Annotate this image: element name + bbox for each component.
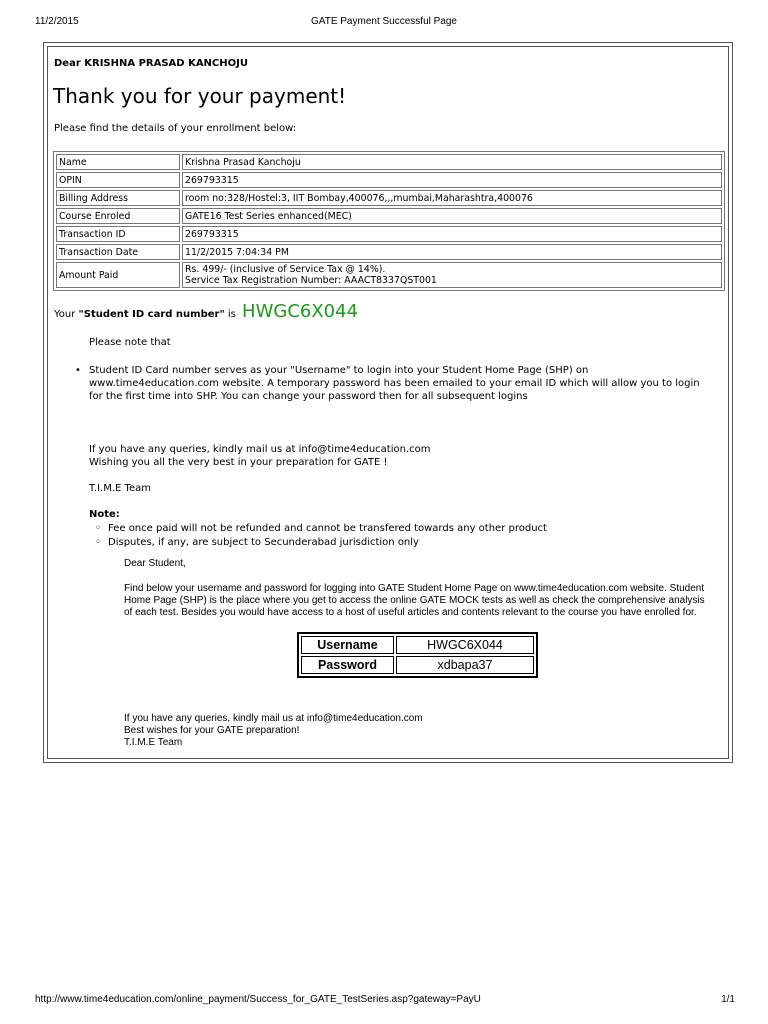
student-id-label: "Student ID card number" (78, 309, 225, 320)
table-row (56, 190, 722, 206)
content-inner-frame (47, 46, 729, 759)
closing-queries: If you have any queries, kindly mail us at info@time4education.com (124, 713, 423, 724)
bullet-text: Student ID Card number serves as your "Username" to login into your Student Home Page (SHP) on www.time4education.com website. A temporary password has been emailed to your email ID which will allow you to login for the first time into SHP. You can change your password then for all subsequent logins (89, 365, 700, 402)
enrollment-details-table (53, 151, 725, 291)
closing-block (124, 713, 423, 750)
detail-label: Transaction Date (56, 244, 180, 260)
detail-label: Name (56, 154, 180, 170)
closing-wishes: Best wishes for your GATE preparation! (124, 725, 300, 737)
queries-line: If you have any queries, kindly mail us at info@time4education.com (89, 444, 431, 455)
bullet-icon: • (75, 365, 81, 376)
note-list (95, 522, 547, 549)
table-row (56, 244, 722, 260)
student-id-prefix: Your (54, 309, 76, 320)
detail-value: Krishna Prasad Kanchoju (182, 154, 722, 170)
table-row (56, 154, 722, 170)
queries-block (89, 443, 430, 469)
list-item (95, 536, 547, 550)
detail-label: Billing Address (56, 190, 180, 206)
page-title: Thank you for your payment! (53, 84, 347, 108)
note-heading: Note: (89, 509, 120, 520)
list-item (95, 522, 547, 536)
print-title: GATE Payment Successful Page (311, 16, 457, 27)
table-row (56, 226, 722, 242)
table-row (301, 636, 534, 654)
closing-team: T.I.M.E Team (124, 737, 183, 749)
circle-bullet-icon: ◦ (95, 536, 101, 548)
detail-label: Amount Paid (56, 262, 180, 288)
circle-bullet-icon: ◦ (95, 523, 101, 534)
student-id-is: is (227, 309, 236, 320)
table-row (56, 208, 722, 224)
credentials-table (297, 632, 538, 678)
note-text: Fee once paid will not be refunded and cannot be transfered towards any other product (108, 523, 547, 534)
detail-label: Transaction ID (56, 226, 180, 242)
detail-label: Course Enroled (56, 208, 180, 224)
wishes-line: Wishing you all the very best in your preparation for GATE ! (89, 457, 388, 468)
detail-label: OPIN (56, 172, 180, 188)
detail-value (182, 262, 722, 288)
print-date: 11/2/2015 (35, 16, 79, 27)
print-url: http://www.time4education.com/online_payment/Success_for_GATE_TestSeries.asp?gateway=PayU (35, 994, 481, 1005)
detail-value: room no:328/Hostel:3, IIT Bombay,400076,,,mumbai,Maharashtra,400076 (182, 190, 722, 206)
detail-value: 269793315 (182, 226, 722, 242)
service-tax-line: Service Tax Registration Number: AAACT8337QST001 (185, 275, 437, 286)
password-label: Password (301, 656, 394, 674)
please-note: Please note that (89, 337, 171, 348)
detail-value: GATE16 Test Series enhanced(MEC) (182, 208, 722, 224)
table-row (301, 656, 534, 674)
team-signature: T.I.M.E Team (89, 483, 151, 494)
username-label: Username (301, 636, 394, 654)
find-below-paragraph: Find below your username and password for logging into GATE Student Home Page on www.time4education.com website. Student Home Page (SHP) is the place where you get to access the online GATE MOCK tests as well as check the comprehensive analysis of each test. Besides you would have access to a host of useful articles and contents relevant to the course you have enrolled for. (124, 583, 705, 619)
detail-value: 11/2/2015 7:04:34 PM (182, 244, 722, 260)
dear-student: Dear Student, (124, 558, 186, 569)
page-number: 1/1 (721, 994, 735, 1005)
amount-paid-line: Rs. 499/- (inclusive of Service Tax @ 14%). (185, 264, 386, 275)
password-value: xdbapa37 (396, 656, 534, 674)
student-id-line (54, 301, 358, 322)
username-value: HWGC6X044 (396, 636, 534, 654)
table-row (56, 172, 722, 188)
greeting: Dear KRISHNA PRASAD KANCHOJU (54, 58, 248, 69)
content-frame (43, 42, 733, 763)
table-row (56, 262, 722, 288)
note-text: Disputes, if any, are subject to Secunderabad jurisdiction only (108, 536, 419, 548)
detail-value: 269793315 (182, 172, 722, 188)
subheading: Please find the details of your enrollment below: (54, 123, 297, 134)
student-id-value: HWGC6X044 (242, 301, 359, 322)
